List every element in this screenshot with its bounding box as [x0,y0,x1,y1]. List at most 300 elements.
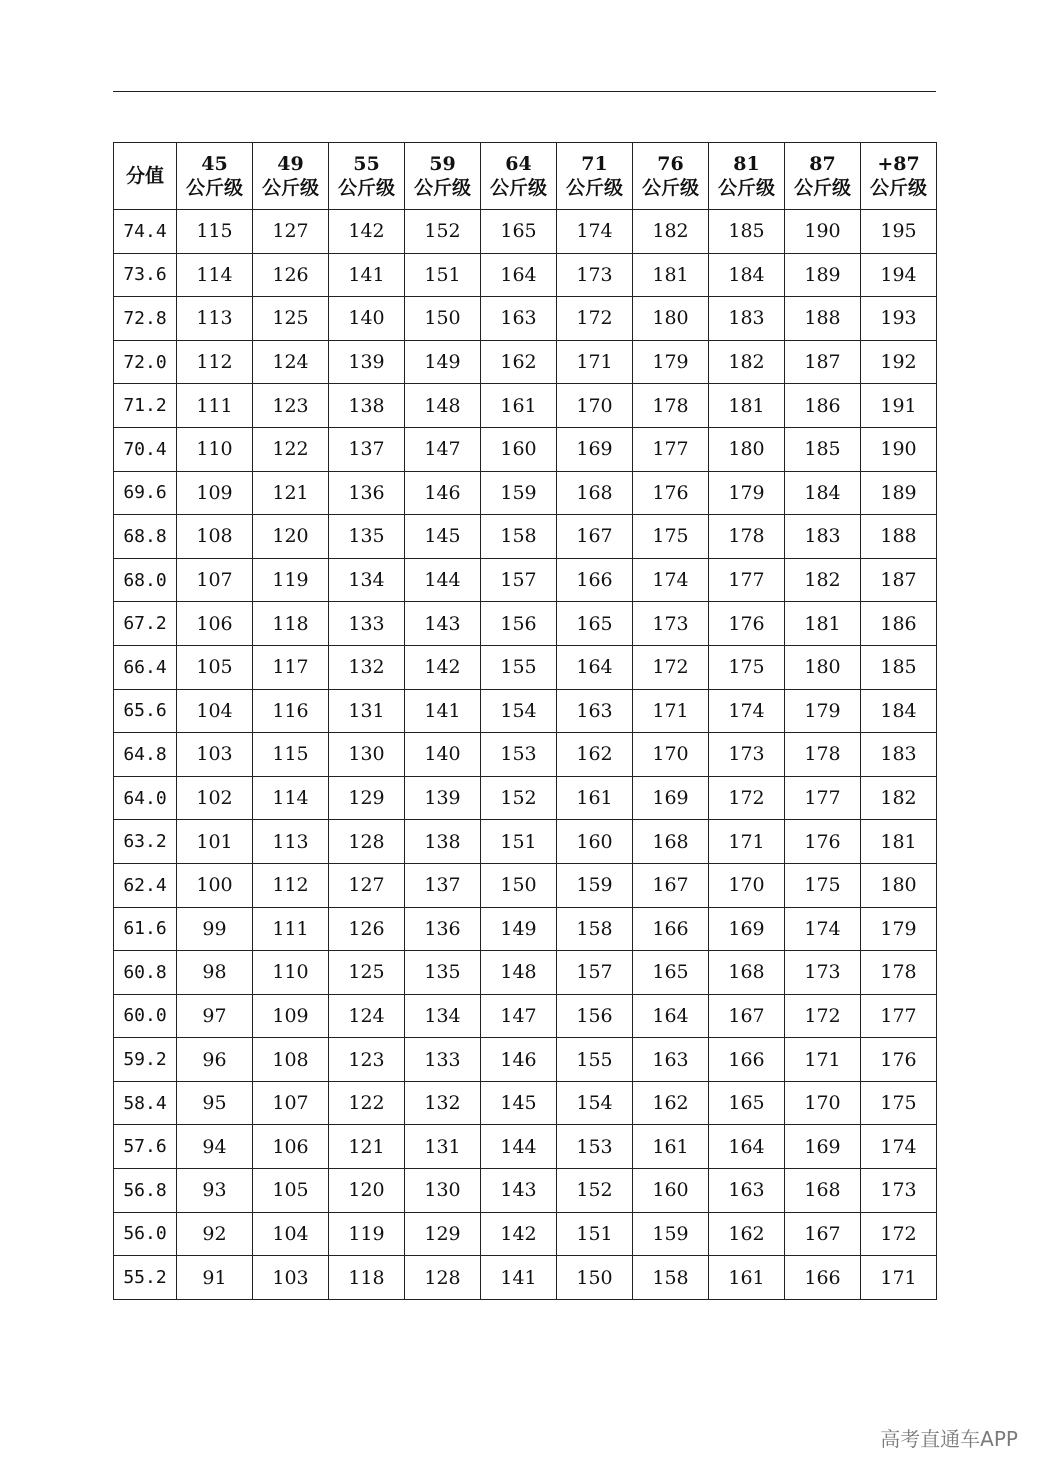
result-cell: 181 [785,602,861,646]
column-header [785,143,861,210]
result-cell: 150 [481,863,557,907]
result-cell: 108 [177,515,253,559]
result-cell: 184 [709,253,785,297]
column-unit: 公斤级 [185,177,243,199]
score-cell: 65.6 [114,689,177,733]
table-header-row [114,143,937,210]
watermark: 高考直通车APP [880,1427,1018,1451]
result-cell: 113 [177,297,253,341]
table-row [114,1038,937,1082]
result-cell: 124 [253,340,329,384]
result-cell: 172 [785,994,861,1038]
result-cell: 124 [329,994,405,1038]
table-body [114,210,937,1300]
result-cell: 125 [329,951,405,995]
result-cell: 109 [177,471,253,515]
column-weight: 59 [429,153,456,175]
result-cell: 141 [329,253,405,297]
score-cell: 74.4 [114,210,177,254]
result-cell: 182 [861,776,937,820]
score-cell: 66.4 [114,645,177,689]
score-cell: 58.4 [114,1081,177,1125]
result-cell: 170 [633,733,709,777]
result-cell: 171 [633,689,709,733]
result-cell: 170 [557,384,633,428]
result-cell: 131 [329,689,405,733]
column-weight: 49 [277,153,304,175]
result-cell: 100 [177,863,253,907]
table-row [114,427,937,471]
column-weight: 87 [809,153,836,175]
result-cell: 193 [861,297,937,341]
result-cell: 181 [709,384,785,428]
result-cell: 123 [253,384,329,428]
result-cell: 130 [405,1169,481,1213]
result-cell: 107 [177,558,253,602]
result-cell: 115 [177,210,253,254]
score-cell: 70.4 [114,427,177,471]
result-cell: 113 [253,820,329,864]
result-cell: 194 [861,253,937,297]
result-cell: 152 [557,1169,633,1213]
result-cell: 185 [709,210,785,254]
result-cell: 118 [253,602,329,646]
result-cell: 167 [633,863,709,907]
result-cell: 153 [557,1125,633,1169]
result-cell: 175 [861,1081,937,1125]
result-cell: 93 [177,1169,253,1213]
result-cell: 176 [785,820,861,864]
result-cell: 126 [253,253,329,297]
result-cell: 167 [785,1212,861,1256]
table-row [114,384,937,428]
result-cell: 171 [557,340,633,384]
result-cell: 118 [329,1256,405,1300]
result-cell: 145 [481,1081,557,1125]
score-cell: 64.0 [114,776,177,820]
result-cell: 176 [861,1038,937,1082]
result-cell: 136 [405,907,481,951]
result-cell: 173 [861,1169,937,1213]
column-unit: 公斤级 [261,177,319,199]
result-cell: 126 [329,907,405,951]
column-unit: 公斤级 [489,177,547,199]
table-row [114,863,937,907]
result-cell: 143 [481,1169,557,1213]
column-header [557,143,633,210]
column-unit: 公斤级 [641,177,699,199]
result-cell: 157 [557,951,633,995]
result-cell: 119 [253,558,329,602]
table-row [114,515,937,559]
result-cell: 108 [253,1038,329,1082]
result-cell: 127 [253,210,329,254]
result-cell: 137 [329,427,405,471]
score-cell: 73.6 [114,253,177,297]
score-cell: 60.8 [114,951,177,995]
result-cell: 183 [861,733,937,777]
result-cell: 195 [861,210,937,254]
result-cell: 187 [861,558,937,602]
result-cell: 106 [253,1125,329,1169]
result-cell: 172 [709,776,785,820]
result-cell: 188 [785,297,861,341]
result-cell: 117 [253,645,329,689]
result-cell: 180 [709,427,785,471]
result-cell: 173 [785,951,861,995]
result-cell: 129 [329,776,405,820]
result-cell: 182 [633,210,709,254]
result-cell: 165 [481,210,557,254]
column-weight: 55 [353,153,380,175]
table-row [114,253,937,297]
result-cell: 179 [633,340,709,384]
result-cell: 192 [861,340,937,384]
result-cell: 138 [405,820,481,864]
table-row [114,210,937,254]
column-weight: 81 [733,153,760,175]
result-cell: 151 [405,253,481,297]
result-cell: 125 [253,297,329,341]
result-cell: 144 [481,1125,557,1169]
score-cell: 69.6 [114,471,177,515]
result-cell: 121 [253,471,329,515]
score-cell: 61.6 [114,907,177,951]
score-cell: 63.2 [114,820,177,864]
result-cell: 112 [253,863,329,907]
result-cell: 191 [861,384,937,428]
result-cell: 154 [557,1081,633,1125]
result-cell: 160 [633,1169,709,1213]
result-cell: 178 [709,515,785,559]
result-cell: 156 [481,602,557,646]
result-cell: 181 [861,820,937,864]
result-cell: 149 [481,907,557,951]
result-cell: 165 [709,1081,785,1125]
result-cell: 164 [481,253,557,297]
result-cell: 134 [329,558,405,602]
result-cell: 152 [405,210,481,254]
result-cell: 168 [785,1169,861,1213]
result-cell: 140 [329,297,405,341]
result-cell: 140 [405,733,481,777]
result-cell: 94 [177,1125,253,1169]
result-cell: 98 [177,951,253,995]
table-row [114,558,937,602]
result-cell: 170 [709,863,785,907]
result-cell: 175 [709,645,785,689]
result-cell: 178 [633,384,709,428]
column-unit: 公斤级 [565,177,623,199]
result-cell: 133 [329,602,405,646]
result-cell: 110 [253,951,329,995]
table-row [114,471,937,515]
result-cell: 190 [861,427,937,471]
result-cell: 164 [709,1125,785,1169]
result-cell: 163 [557,689,633,733]
result-cell: 147 [481,994,557,1038]
result-cell: 133 [405,1038,481,1082]
result-cell: 184 [785,471,861,515]
result-cell: 157 [481,558,557,602]
result-cell: 136 [329,471,405,515]
score-cell: 72.8 [114,297,177,341]
result-cell: 162 [709,1212,785,1256]
column-header [481,143,557,210]
score-table [113,142,937,1300]
result-cell: 186 [861,602,937,646]
column-weight: 76 [657,153,684,175]
result-cell: 163 [709,1169,785,1213]
result-cell: 170 [785,1081,861,1125]
result-cell: 168 [557,471,633,515]
result-cell: 189 [861,471,937,515]
result-cell: 147 [405,427,481,471]
result-cell: 165 [633,951,709,995]
table-row [114,340,937,384]
table-row [114,297,937,341]
result-cell: 106 [177,602,253,646]
result-cell: 139 [405,776,481,820]
result-cell: 146 [405,471,481,515]
result-cell: 180 [861,863,937,907]
result-cell: 188 [861,515,937,559]
result-cell: 167 [709,994,785,1038]
result-cell: 95 [177,1081,253,1125]
result-cell: 120 [329,1169,405,1213]
result-cell: 161 [709,1256,785,1300]
result-cell: 177 [633,427,709,471]
score-cell: 62.4 [114,863,177,907]
result-cell: 154 [481,689,557,733]
column-header [861,143,937,210]
result-cell: 158 [481,515,557,559]
result-cell: 148 [481,951,557,995]
result-cell: 176 [709,602,785,646]
result-cell: 164 [633,994,709,1038]
result-cell: 174 [709,689,785,733]
table-row [114,733,937,777]
result-cell: 177 [785,776,861,820]
column-header [405,143,481,210]
score-cell: 72.0 [114,340,177,384]
result-cell: 150 [405,297,481,341]
result-cell: 161 [557,776,633,820]
score-cell: 55.2 [114,1256,177,1300]
result-cell: 172 [633,645,709,689]
result-cell: 156 [557,994,633,1038]
result-cell: 162 [481,340,557,384]
result-cell: 142 [329,210,405,254]
result-cell: 121 [329,1125,405,1169]
column-unit: 公斤级 [793,177,851,199]
result-cell: 166 [633,907,709,951]
result-cell: 172 [557,297,633,341]
result-cell: 163 [481,297,557,341]
corner-header: 分值 [114,143,177,210]
result-cell: 152 [481,776,557,820]
result-cell: 179 [785,689,861,733]
result-cell: 130 [329,733,405,777]
result-cell: 182 [709,340,785,384]
result-cell: 110 [177,427,253,471]
table-row [114,994,937,1038]
result-cell: 146 [481,1038,557,1082]
result-cell: 119 [329,1212,405,1256]
result-cell: 185 [785,427,861,471]
result-cell: 179 [709,471,785,515]
result-cell: 169 [633,776,709,820]
result-cell: 186 [785,384,861,428]
table-row [114,1125,937,1169]
result-cell: 173 [709,733,785,777]
result-cell: 184 [861,689,937,733]
result-cell: 120 [253,515,329,559]
result-cell: 177 [861,994,937,1038]
column-unit: 公斤级 [869,177,927,199]
result-cell: 148 [405,384,481,428]
result-cell: 132 [405,1081,481,1125]
result-cell: 180 [785,645,861,689]
result-cell: 173 [633,602,709,646]
score-cell: 60.0 [114,994,177,1038]
result-cell: 91 [177,1256,253,1300]
table-row [114,602,937,646]
result-cell: 123 [329,1038,405,1082]
result-cell: 171 [861,1256,937,1300]
result-cell: 153 [481,733,557,777]
result-cell: 138 [329,384,405,428]
result-cell: 97 [177,994,253,1038]
result-cell: 144 [405,558,481,602]
score-cell: 68.0 [114,558,177,602]
score-cell: 59.2 [114,1038,177,1082]
column-unit: 公斤级 [717,177,775,199]
result-cell: 102 [177,776,253,820]
result-cell: 189 [785,253,861,297]
result-cell: 181 [633,253,709,297]
score-cell: 68.8 [114,515,177,559]
result-cell: 172 [861,1212,937,1256]
score-cell: 71.2 [114,384,177,428]
result-cell: 122 [329,1081,405,1125]
result-cell: 128 [329,820,405,864]
result-cell: 103 [253,1256,329,1300]
result-cell: 174 [633,558,709,602]
result-cell: 164 [557,645,633,689]
result-cell: 137 [405,863,481,907]
column-header [177,143,253,210]
table-row [114,1081,937,1125]
result-cell: 177 [709,558,785,602]
result-cell: 171 [785,1038,861,1082]
column-header [709,143,785,210]
result-cell: 165 [557,602,633,646]
result-cell: 168 [633,820,709,864]
result-cell: 105 [177,645,253,689]
result-cell: 142 [481,1212,557,1256]
score-cell: 57.6 [114,1125,177,1169]
score-cell: 56.8 [114,1169,177,1213]
column-header [329,143,405,210]
result-cell: 139 [329,340,405,384]
result-cell: 166 [557,558,633,602]
result-cell: 175 [785,863,861,907]
result-cell: 128 [405,1256,481,1300]
result-cell: 99 [177,907,253,951]
result-cell: 187 [785,340,861,384]
score-cell: 64.8 [114,733,177,777]
result-cell: 141 [481,1256,557,1300]
result-cell: 180 [633,297,709,341]
result-cell: 174 [861,1125,937,1169]
result-cell: 142 [405,645,481,689]
column-header [253,143,329,210]
result-cell: 112 [177,340,253,384]
column-weight: 71 [581,153,608,175]
result-cell: 173 [557,253,633,297]
result-cell: 178 [785,733,861,777]
column-weight: 45 [201,153,228,175]
result-cell: 171 [709,820,785,864]
result-cell: 163 [633,1038,709,1082]
result-cell: 131 [405,1125,481,1169]
result-cell: 182 [785,558,861,602]
result-cell: 169 [557,427,633,471]
result-cell: 161 [633,1125,709,1169]
table-row [114,907,937,951]
column-weight: +87 [877,153,920,175]
result-cell: 116 [253,689,329,733]
result-cell: 111 [177,384,253,428]
result-cell: 183 [709,297,785,341]
result-cell: 159 [557,863,633,907]
result-cell: 101 [177,820,253,864]
column-unit: 公斤级 [337,177,395,199]
result-cell: 166 [785,1256,861,1300]
result-cell: 159 [481,471,557,515]
result-cell: 143 [405,602,481,646]
table-row [114,951,937,995]
result-cell: 159 [633,1212,709,1256]
result-cell: 129 [405,1212,481,1256]
result-cell: 151 [481,820,557,864]
result-cell: 169 [709,907,785,951]
result-cell: 158 [633,1256,709,1300]
table-row [114,689,937,733]
result-cell: 122 [253,427,329,471]
result-cell: 162 [557,733,633,777]
result-cell: 105 [253,1169,329,1213]
result-cell: 141 [405,689,481,733]
result-cell: 115 [253,733,329,777]
result-cell: 175 [633,515,709,559]
column-weight: 64 [505,153,532,175]
result-cell: 127 [329,863,405,907]
result-cell: 104 [177,689,253,733]
result-cell: 166 [709,1038,785,1082]
result-cell: 155 [481,645,557,689]
result-cell: 185 [861,645,937,689]
result-cell: 111 [253,907,329,951]
result-cell: 92 [177,1212,253,1256]
result-cell: 174 [557,210,633,254]
result-cell: 178 [861,951,937,995]
result-cell: 145 [405,515,481,559]
result-cell: 109 [253,994,329,1038]
result-cell: 151 [557,1212,633,1256]
result-cell: 176 [633,471,709,515]
